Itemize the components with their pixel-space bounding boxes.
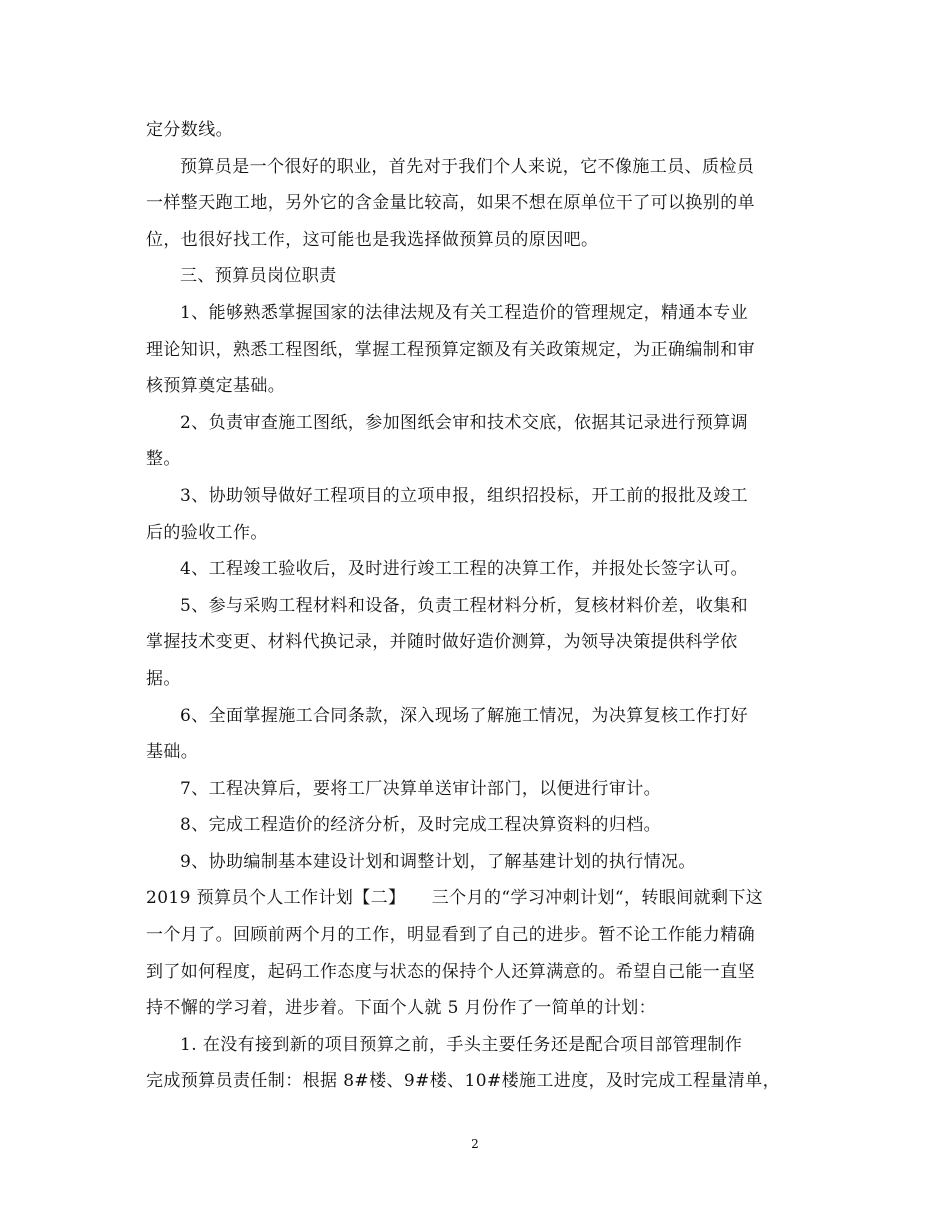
text-line: 3、协助领导做好工程项目的立项申报，组织招投标，开工前的报批及竣工 xyxy=(180,485,749,506)
document-body xyxy=(146,112,806,1100)
text-line: 2、负责审查施工图纸，参加图纸会审和技术交底，依据其记录进行预算调 xyxy=(180,412,749,433)
text-line: 后的验收工作。 xyxy=(146,522,268,543)
text-line: 整。 xyxy=(146,449,181,470)
text-line: 理论知识，熟悉工程图纸，掌握工程预算定额及有关政策规定，为正确编制和审 xyxy=(146,339,755,360)
page-number: 2 xyxy=(471,1137,479,1151)
text-line: 到了如何程度，起码工作态度与状态的保持个人还算满意的。希望自己能一直坚 xyxy=(146,961,755,982)
text-line: 位，也很好找工作，这可能也是我选择做预算员的原因吧。 xyxy=(146,229,599,250)
text-line: 一个月了。回顾前两个月的工作，明显看到了自己的进步。暂不论工作能力精确 xyxy=(146,925,755,946)
text-line: 据。 xyxy=(146,668,181,689)
text-line: 1. 在没有接到新的项目预算之前，手头主要任务还是配合项目部管理制作 xyxy=(180,1034,743,1055)
text-line: 9、协助编制基本建设计划和调整计划，了解基建计划的执行情况。 xyxy=(180,851,696,872)
text-line: 掌握技术变更、材料代换记录，并随时做好造价测算，为领导决策提供科学依 xyxy=(146,632,738,653)
text-line: 1、能够熟悉掌握国家的法律法规及有关工程造价的管理规定，精通本专业 xyxy=(180,302,749,323)
text-line: 8、完成工程造价的经济分析，及时完成工程决算资料的归档。 xyxy=(180,815,662,836)
text-line: 持不懈的学习着，进步着。下面个人就 5 月份作了一简单的计划： xyxy=(146,998,657,1019)
text-line: 4、工程竣工验收后，及时进行竣工工程的决算工作，并报处长签字认可。 xyxy=(180,559,749,580)
text-line: 完成预算员责任制：根据 8#楼、9#楼、10#楼施工进度，及时完成工程量清单， xyxy=(146,1071,780,1092)
text-line: 一样整天跑工地，另外它的含金量比较高，如果不想在原单位干了可以换别的单 xyxy=(146,193,755,214)
text-line: 三、预算员岗位职责 xyxy=(180,266,337,287)
text-line: 7、工程决算后，要将工厂决算单送审计部门，以便进行审计。 xyxy=(180,778,662,799)
text-line: 2019 预算员个人工作计划【二】 三个月的“学习冲刺计划“，转眼间就剩下这 xyxy=(146,888,764,909)
text-line: 6、全面掌握施工合同条款，深入现场了解施工情况，为决算复核工作打好 xyxy=(180,705,749,726)
text-line: 基础。 xyxy=(146,742,199,763)
text-line: 核预算奠定基础。 xyxy=(146,376,286,397)
text-line: 定分数线。 xyxy=(146,120,233,140)
text-line: 5、参与采购工程材料和设备，负责工程材料分析，复核材料价差，收集和 xyxy=(180,595,749,616)
text-line: 预算员是一个很好的职业，首先对于我们个人来说，它不像施工员、质检员 xyxy=(180,156,755,177)
